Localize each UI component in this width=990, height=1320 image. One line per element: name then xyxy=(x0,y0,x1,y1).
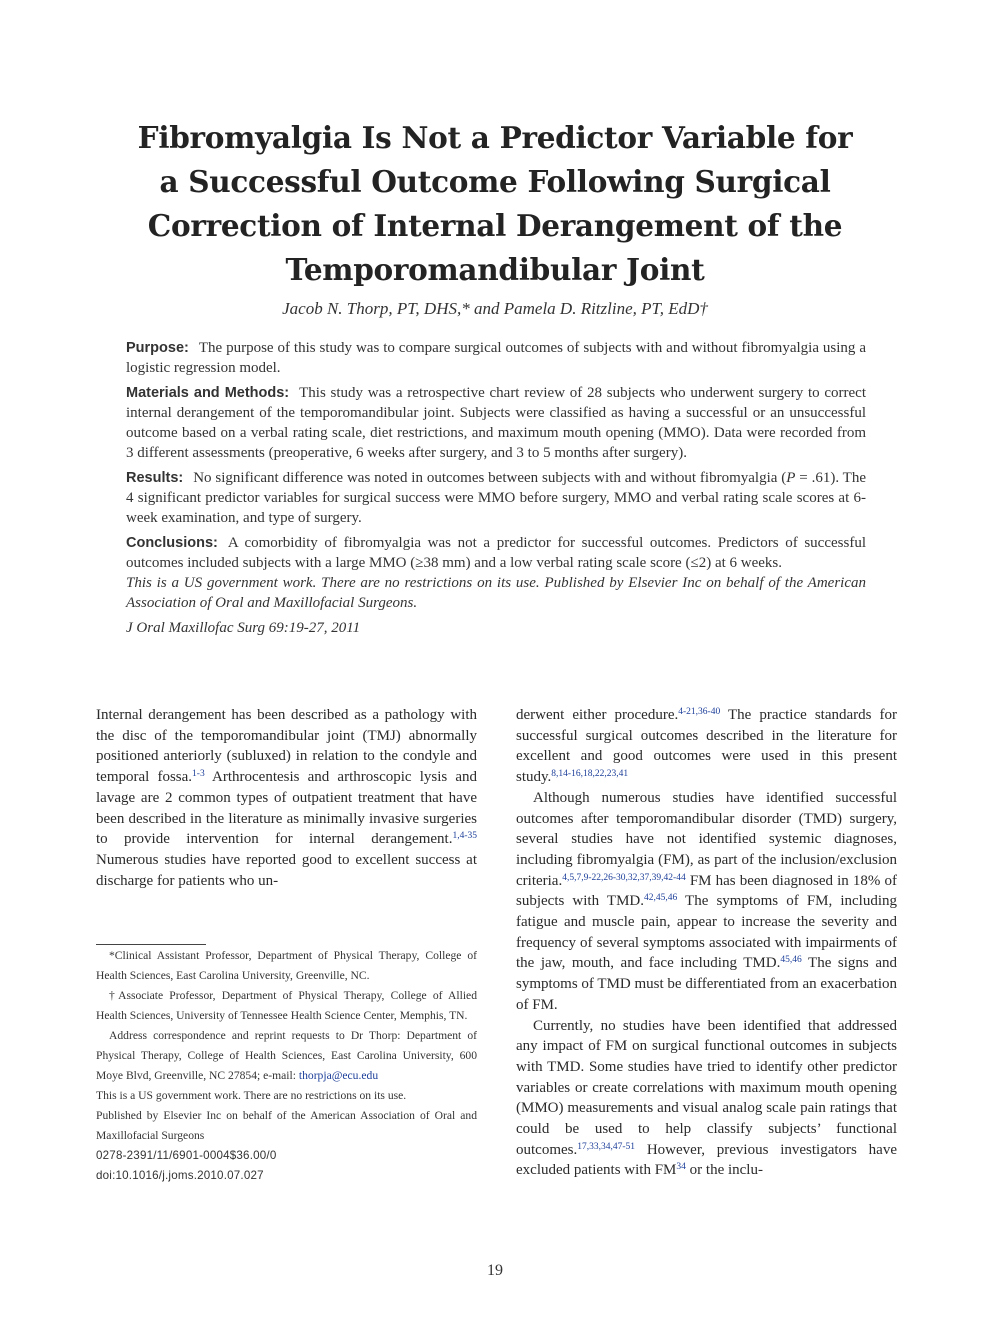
body-text: Numerous studies have reported good to excellent success at discharge for patients who un- xyxy=(96,851,477,889)
body-paragraph xyxy=(516,705,897,788)
reference-link[interactable]: 45,46 xyxy=(780,955,802,966)
title-line: Correction of Internal Derangement of the xyxy=(147,208,843,243)
reference-link[interactable]: 17,33,34,47-51 xyxy=(577,1141,636,1152)
body-text: Currently, no studies have been identified that addressed any impact of FM on surgical functional outcomes in subjects with TMD. Some studies have tried to identify other predictor variables or create correlations with maximum mouth opening (MMO) measurements and visual analog scale pain ratings that could be used to help classify subjects’ functional outcomes. xyxy=(516,1017,897,1158)
abstract-results xyxy=(126,468,866,528)
title-line: Fibromyalgia Is Not a Predictor Variable for xyxy=(137,120,853,155)
reference-link[interactable]: 4-21,36-40 xyxy=(678,707,721,717)
reference-link[interactable]: 1-3 xyxy=(192,769,205,780)
body-text: The practice standards for successful surgical outcomes described in the literature for excellent and good outcomes were used in this present study. xyxy=(516,707,898,786)
article-title xyxy=(90,116,900,292)
reference-link[interactable]: 1,4-35 xyxy=(452,831,477,842)
body-paragraph xyxy=(516,1016,897,1182)
body-text: derwent either procedure. xyxy=(516,707,679,723)
body-text: Although numerous studies have identified successful outcomes after temporomandibular disorder (TMD) surgery, several studies have not identified systemic diagnoses, including fibromyalgia (FM), as part of the inclusion/exclusion criteria. xyxy=(516,789,897,889)
methods-label: Materials and Methods: xyxy=(126,385,290,401)
body-text: FM has been diagnosed in 18% of subjects with TMD. xyxy=(516,872,897,910)
abstract-conclusions xyxy=(126,533,866,573)
reference-link[interactable]: 4,5,7,9-22,26-30,32,37,39,42-44 xyxy=(562,872,686,883)
abstract xyxy=(126,338,866,643)
title-line: a Successful Outcome Following Surgical xyxy=(159,164,831,199)
footnotes xyxy=(96,946,477,1186)
body-text: The signs and symptoms of TMD must be differentiated from an exacerbation of FM. xyxy=(516,955,898,1013)
purpose-label: Purpose: xyxy=(126,340,189,356)
body-text: or the inclu- xyxy=(685,1162,763,1179)
reference-link[interactable]: 42,45,46 xyxy=(643,893,678,904)
reference-link[interactable]: 34 xyxy=(676,1162,686,1173)
footnote-author-2: †Associate Professor, Department of Physical Therapy, College of Allied Health Sciences, University of Tennessee Health Science Center, Memphis, TN. xyxy=(96,989,477,1022)
results-label: Results: xyxy=(126,470,184,486)
reference-link[interactable]: 8,14-16,18,22,23,41 xyxy=(551,769,629,780)
footnote-correspondence xyxy=(96,1026,477,1086)
methods-text: This study was a retrospective chart review of 28 subjects who underwent surgery to correct internal derangement of the temporomandibular joint. Subjects were classified as having a successful or an unsuccessful outcome based on a verbal rating scale, diet restrictions, and maximum mouth opening (MMO). Data were recorded from 3 different assessments (preoperative, 6 weeks after surgery, and 3 to 5 months after surgery). xyxy=(126,385,866,461)
results-text: No significant difference was noted in outcomes between subjects with and without fibromyalgia ( xyxy=(193,470,787,486)
doi-link[interactable]: doi:10.1016/j.joms.2010.07.027 xyxy=(96,1169,264,1182)
p-value-symbol: P xyxy=(786,470,796,486)
footnote-divider xyxy=(96,944,206,945)
issn-code: 0278-2391/11/6901-0004$36.00/0 xyxy=(96,1149,277,1162)
results-text: = .61). The 4 significant predictor variables for surgical success were MMO before surgery, MMO and verbal rating scale scores at 6-week examination, and type of surgery. xyxy=(126,470,866,526)
conclusions-label: Conclusions: xyxy=(126,535,218,551)
page-number: 19 xyxy=(487,1262,503,1279)
abstract-purpose xyxy=(126,338,866,378)
correspondence-text: Address correspondence and reprint requests to Dr Thorp: Department of Physical Therapy, College of Health Sciences, East Carolina University, 600 Moye Blvd, Greenville, NC 27854; e-mail: xyxy=(96,1029,477,1082)
body-column-right xyxy=(516,705,897,1181)
author-list: Jacob N. Thorp, PT, DHS,* and Pamela D. Ritzline, PT, EdD† xyxy=(282,299,708,318)
footnote-publisher: Published by Elsevier Inc on behalf of the American Association of Oral and Maxillofacial Surgeons xyxy=(96,1109,477,1142)
title-line: Temporomandibular Joint xyxy=(285,252,705,287)
footnote-author-1: *Clinical Assistant Professor, Department of Physical Therapy, College of Health Sciences, East Carolina University, Greenville, NC. xyxy=(96,949,477,982)
conclusions-text: A comorbidity of fibromyalgia was not a predictor for successful outcomes. Predictors of successful outcomes included subjects with a large MMO (≥38 mm) and a low verbal rating scale score (≤2) at 6 weeks. xyxy=(126,535,866,571)
copyright-note: This is a US government work. There are no restrictions on its use. Published by Elsevier Inc on behalf of the American Association of Oral and Maxillofacial Surgeons. xyxy=(126,575,866,611)
purpose-text: The purpose of this study was to compare surgical outcomes of subjects with and without fibromyalgia using a logistic regression model. xyxy=(126,340,866,376)
journal-citation: J Oral Maxillofac Surg 69:19-27, 2011 xyxy=(126,620,361,636)
email-link[interactable]: thorpja@ecu.edu xyxy=(298,1069,379,1082)
body-text: Arthrocentesis and arthroscopic lysis and lavage are 2 common types of outpatient treatment that have been described in the literature as minimally invasive surgeries to provide intervention for internal derangement. xyxy=(96,769,477,848)
body-text: The symptoms of FM, including fatigue and muscle pain, appear to increase the severity and frequency of several symptoms associated with impairments of the jaw, mouth, and face including TMD. xyxy=(516,893,897,972)
abstract-methods xyxy=(126,383,866,463)
body-text: Internal derangement has been described as a pathology with the disc of the temporomandibular joint (TMJ) abnormally positioned anteriorly (subluxed) in relation to the condyle and temporal fossa. xyxy=(96,707,477,786)
footnote-government: This is a US government work. There are no restrictions on its use. xyxy=(96,1089,407,1102)
body-text: However, previous investigators have excluded patients with FM xyxy=(516,1141,897,1179)
body-column-left xyxy=(96,705,477,891)
body-paragraph xyxy=(96,705,477,891)
body-paragraph xyxy=(516,788,897,1016)
